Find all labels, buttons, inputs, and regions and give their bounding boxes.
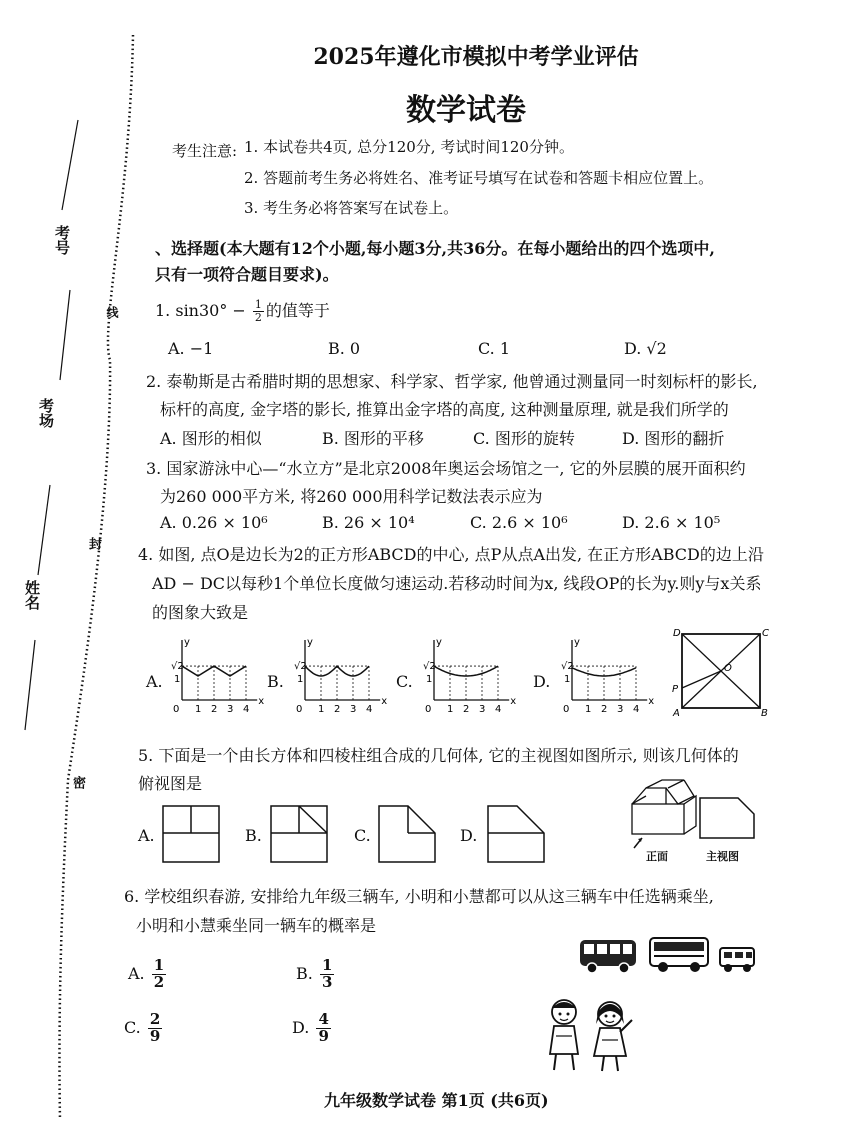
bus-illustration-1: [578, 936, 640, 976]
q6-d-den: 9: [318, 1026, 329, 1045]
x-axis-label: x: [381, 696, 388, 707]
notice-item-2: 2. 答题前考生务必将姓名、准考证号填写在试卷和答题卡相应位置上。: [244, 169, 714, 187]
x-tick-label: 3: [617, 704, 624, 715]
q6-b-num: 1: [321, 956, 333, 974]
q3-option-d[interactable]: D. 2.6 × 10⁵: [622, 513, 721, 532]
q4-label-p: P: [672, 684, 679, 695]
x-tick-label: 1: [195, 704, 202, 715]
q4-label-b: B: [761, 708, 768, 719]
y-axis-label: y: [574, 637, 580, 648]
page-footer: 九年级数学试卷 第1页 (共6页): [324, 1091, 549, 1110]
q6-option-d-label: D.: [292, 1017, 310, 1037]
notice-label: 考生注意:: [172, 142, 238, 160]
q4-line2: AD − DC以每秒1个单位长度做匀速运动.若移动时间为x, 线段OP的长为y.则y与x关系: [152, 574, 762, 593]
q6-a-den: 2: [153, 972, 165, 991]
q3-line1: 3. 国家游泳中心—“水立方”是北京2008年奥运会场馆之一, 它的外层膜的展开面积约: [146, 459, 746, 478]
q5-view-b: [270, 805, 330, 865]
q6-a-num: 1: [153, 956, 165, 974]
origin-label: 0: [563, 704, 570, 715]
y-tick-sqrt2: √2: [561, 661, 574, 673]
q5-view-c: [378, 805, 438, 865]
y-axis-label: y: [436, 637, 442, 648]
q6-line1: 6. 学校组织春游, 安排给九年级三辆车, 小明和小慧都可以从这三辆车中任选辆乘坐,: [124, 887, 714, 906]
y-tick-1: 1: [564, 674, 571, 685]
q1-stem: [155, 298, 330, 324]
x-tick-label: 1: [585, 704, 592, 715]
q6-option-a-label: A.: [128, 963, 145, 983]
exam-title: 2025年遵化市模拟中考学业评估: [313, 44, 639, 70]
q4-line3: 的图象大致是: [152, 603, 249, 622]
q6-c-num: 2: [149, 1010, 161, 1028]
name-label: 姓名: [23, 580, 41, 610]
q5-main-view-label: 主视图: [706, 850, 739, 863]
q1-option-b[interactable]: B. 0: [328, 339, 361, 358]
q4-option-b[interactable]: B.: [267, 672, 284, 691]
x-axis-label: x: [258, 696, 265, 707]
q6-option-a-fraction: [152, 958, 166, 991]
q6-option-c[interactable]: [124, 1012, 164, 1045]
q1-option-a[interactable]: A. −1: [168, 339, 214, 358]
bus-illustration-2: [648, 934, 712, 974]
q4-label-a: A: [673, 708, 680, 719]
x-tick-label: 4: [366, 704, 373, 715]
q1-option-d[interactable]: D. √2: [624, 339, 667, 358]
q3-line2: 为260 000平方米, 将260 000用科学记数法表示应为: [160, 487, 543, 506]
notice-item-3: 3. 考生务必将答案写在试卷上。: [244, 199, 459, 217]
x-tick-label: 3: [227, 704, 234, 715]
q6-option-c-label: C.: [124, 1017, 141, 1037]
y-tick-sqrt2: √2: [171, 661, 184, 673]
q4-option-d[interactable]: D.: [533, 672, 551, 691]
section1-line1: 、选择题(本大题有12个小题,每小题3分,共36分。在每小题给出的四个选项中,: [155, 239, 715, 258]
q5-line1: 5. 下面是一个由长方体和四棱柱组合成的几何体, 它的主视图如图所示, 则该几何体的: [138, 746, 739, 765]
q4-graph-c: [418, 637, 517, 718]
q1-option-c[interactable]: C. 1: [478, 339, 511, 358]
q6-option-b-label: B.: [296, 963, 313, 983]
q1-suffix: 的值等于: [265, 301, 330, 320]
y-axis-label: y: [184, 637, 190, 648]
origin-label: 0: [296, 704, 303, 715]
q6-option-b-fraction: [320, 958, 334, 991]
x-tick-label: 3: [479, 704, 486, 715]
q5-option-c[interactable]: C.: [354, 826, 371, 845]
q1-fraction: [253, 299, 264, 323]
origin-label: 0: [173, 704, 180, 715]
seal-text-seal: 封: [86, 537, 101, 550]
y-tick-1: 1: [426, 674, 433, 685]
q5-view-d: [487, 805, 547, 865]
q1-prefix: 1. sin30° −: [155, 301, 251, 320]
x-tick-label: 4: [633, 704, 640, 715]
q6-c-den: 9: [149, 1026, 161, 1045]
q3-option-b[interactable]: B. 26 × 10⁴: [322, 513, 415, 532]
q2-option-d[interactable]: D. 图形的翻折: [622, 429, 725, 448]
q2-option-b[interactable]: B. 图形的平移: [322, 429, 424, 448]
q3-option-a[interactable]: A. 0.26 × 10⁶: [160, 513, 268, 532]
q6-option-b[interactable]: [296, 958, 336, 991]
q4-label-o: O: [724, 663, 732, 674]
q5-line2: 俯视图是: [138, 774, 203, 793]
q4-graph-b: [289, 637, 388, 718]
exam-room-label: 考场: [37, 398, 55, 428]
q6-line2: 小明和小慧乘坐同一辆车的概率是: [136, 916, 377, 935]
seal-text-secret: 密: [70, 776, 85, 789]
q2-line1: 2. 泰勒斯是古希腊时期的思想家、科学家、哲学家, 他曾通过测量同一时刻标杆的影长,: [146, 372, 758, 391]
x-tick-label: 3: [350, 704, 357, 715]
q6-option-d-fraction: [316, 1012, 330, 1045]
section1-line2: 只有一项符合题目要求)。: [155, 265, 339, 284]
x-tick-label: 1: [318, 704, 325, 715]
q6-d-num: 4: [318, 1010, 329, 1028]
q5-view-a: [162, 805, 222, 865]
q5-solid-figure: [626, 778, 706, 853]
q5-option-d[interactable]: D.: [460, 826, 478, 845]
y-tick-1: 1: [174, 674, 181, 685]
q2-option-c[interactable]: C. 图形的旋转: [473, 429, 575, 448]
bus-illustration-3: [718, 944, 758, 976]
x-axis-label: x: [648, 696, 655, 707]
q6-option-c-fraction: [148, 1012, 162, 1045]
y-tick-sqrt2: √2: [423, 661, 436, 673]
origin-label: 0: [425, 704, 432, 715]
x-tick-label: 2: [211, 704, 218, 715]
q6-b-den: 3: [321, 972, 333, 991]
q4-graph-d: [556, 637, 655, 718]
q4-label-c: C: [762, 628, 769, 639]
q2-line2: 标杆的高度, 金字塔的影长, 推算出金字塔的高度, 这种测量原理, 就是我们所学的: [160, 400, 729, 419]
kids-illustration: [540, 996, 640, 1076]
q4-square-figure: [672, 626, 772, 719]
q1-frac-num: 1: [254, 298, 262, 312]
x-tick-label: 2: [334, 704, 341, 715]
q5-option-a[interactable]: A.: [138, 826, 155, 845]
exam-no-label: 考号: [53, 225, 71, 255]
x-axis-label: x: [510, 696, 517, 707]
q4-option-a[interactable]: A.: [146, 672, 163, 691]
x-tick-label: 4: [243, 704, 250, 715]
y-tick-1: 1: [297, 674, 304, 685]
y-axis-label: y: [307, 637, 313, 648]
q6-option-a[interactable]: [128, 958, 168, 991]
q3-option-c[interactable]: C. 2.6 × 10⁶: [470, 513, 568, 532]
q4-option-c[interactable]: C.: [396, 672, 413, 691]
q1-frac-den: 2: [254, 311, 262, 324]
x-tick-label: 1: [447, 704, 454, 715]
q2-option-a[interactable]: A. 图形的相似: [160, 429, 262, 448]
q4-label-d: D: [673, 628, 681, 639]
x-tick-label: 4: [495, 704, 502, 715]
notice-item-1: 1. 本试卷共4页, 总分120分, 考试时间120分钟。: [244, 138, 574, 156]
subject-title: 数学试卷: [406, 93, 526, 128]
seal-text-line: 线: [105, 306, 119, 318]
x-tick-label: 2: [601, 704, 608, 715]
q6-option-d[interactable]: [292, 1012, 333, 1045]
x-tick-label: 2: [463, 704, 470, 715]
q5-front-label: 正面: [646, 850, 668, 863]
q4-line1: 4. 如图, 点O是边长为2的正方形ABCD的中心, 点P从点A出发, 在正方形ABCD的边上沿: [138, 545, 764, 564]
q5-main-view: [698, 794, 756, 842]
q4-graph-a: [166, 637, 265, 718]
q5-option-b[interactable]: B.: [245, 826, 262, 845]
y-tick-sqrt2: √2: [294, 661, 307, 673]
